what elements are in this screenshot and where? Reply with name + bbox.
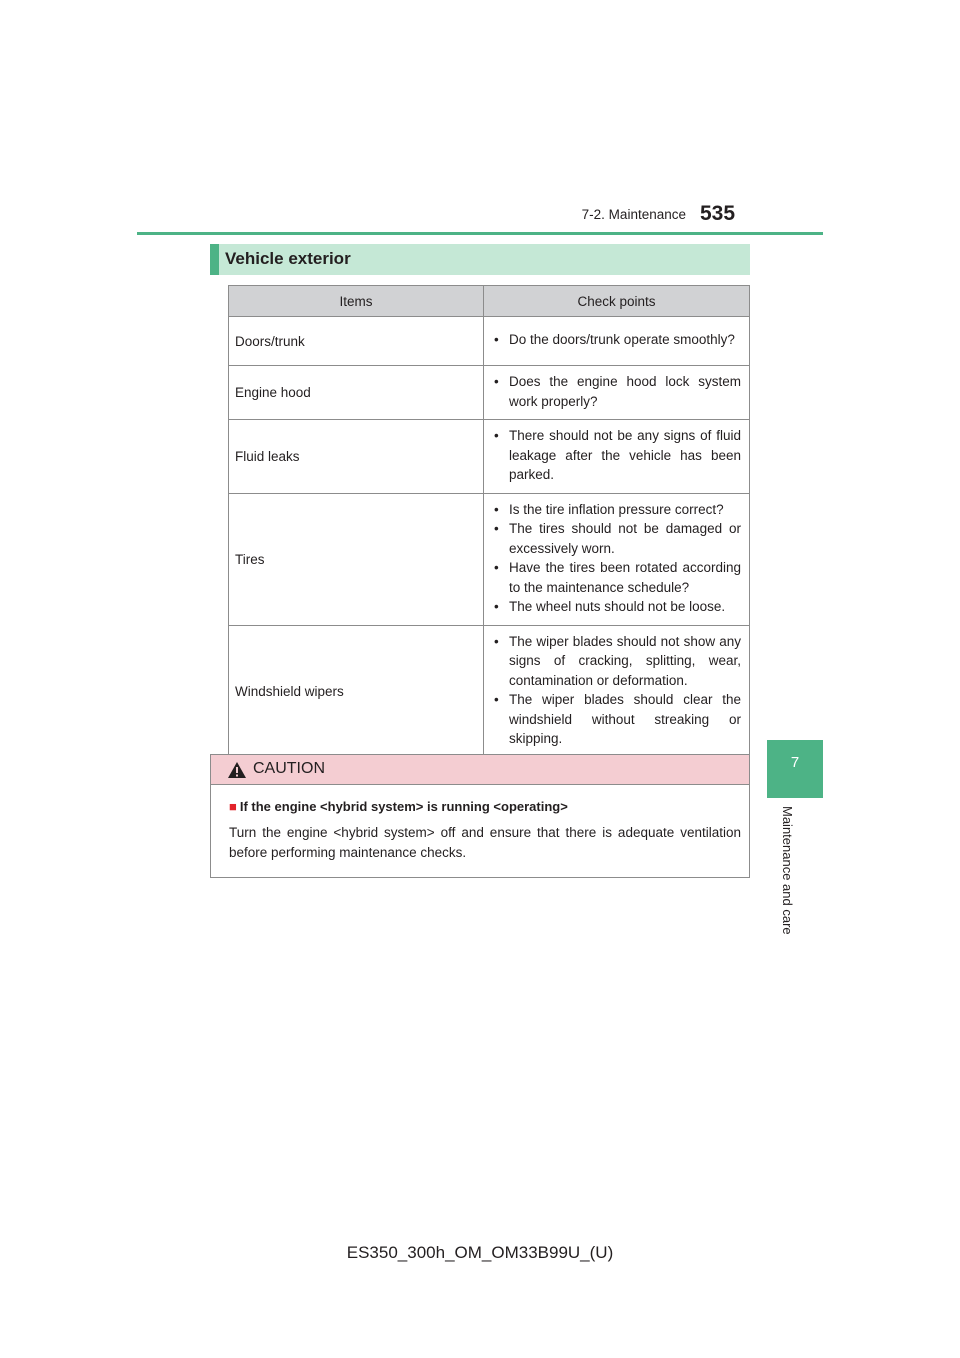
header-rule [137,232,823,235]
check-points-cell [484,420,750,494]
section-title-bar [210,244,750,275]
inspection-table [228,285,750,758]
chapter-label: Maintenance and care [780,806,795,935]
running-header-section: 7-2. Maintenance [581,207,686,222]
caution-box [210,754,750,878]
table-header-row [229,286,750,317]
warning-triangle-icon [227,761,247,779]
caution-body: Turn the engine <hybrid system> off and ensure that there is adequate ventilation before performing maintenance checks. [229,825,741,860]
item-cell: Engine hood [229,366,484,420]
column-header-check-points: Check points [484,286,750,317]
table-row [229,625,750,757]
check-point-text: The tires should not be damaged or excessively worn. [509,521,741,556]
caution-subheading-text: If the engine <hybrid system> is running <operating> [239,799,568,814]
table-row [229,366,750,420]
check-point-text: Is the tire inflation pressure correct? [509,501,724,517]
check-point-text: There should not be any signs of fluid leakage after the vehicle has been parked. [509,428,741,482]
item-cell: Windshield wipers [229,625,484,757]
check-point-text: Does the engine hood lock system work properly? [509,374,741,409]
square-bullet-icon: ■ [229,799,237,814]
check-points-cell [484,625,750,757]
item-cell: Tires [229,493,484,625]
check-point: • Do the doors/trunk operate smoothly? [494,332,735,348]
caution-header [211,755,749,785]
check-points-cell [484,317,750,366]
item-cell: Doors/trunk [229,317,484,366]
check-points-cell [484,366,750,420]
check-points-cell [484,493,750,625]
table-row [229,317,750,366]
caution-subheading [229,799,568,814]
check-point: • The tires should not be damaged or excessively worn. [494,521,741,556]
check-point: • There should not be any signs of fluid leakage after the vehicle has been parked. [494,428,741,482]
chapter-tab [767,740,823,798]
column-header-items: Items [229,286,484,317]
item-cell: Fluid leaks [229,420,484,494]
check-point: • Have the tires been rotated according to the maintenance schedule? [494,560,741,595]
check-point-text: The wiper blades should clear the windshield without streaking or skipping. [509,692,741,746]
check-point: • The wheel nuts should not be loose. [494,599,726,614]
page-number: 535 [700,202,736,225]
caution-heading: CAUTION [253,760,325,777]
section-title: Vehicle exterior [225,249,351,268]
document-code-footer: ES350_300h_OM_OM33B99U_(U) [346,1243,614,1262]
check-point-text: Do the doors/trunk operate smoothly? [509,332,735,348]
check-point-text: The wheel nuts should not be loose. [509,599,726,614]
check-point: • Does the engine hood lock system work properly? [494,374,741,409]
table-row [229,493,750,625]
check-point: • Is the tire inflation pressure correct? [494,501,724,517]
chapter-number: 7 [790,754,800,771]
check-point: • The wiper blades should not show any signs of cracking, splitting, wear, contamination or deformation. [494,633,741,688]
check-point-text: The wiper blades should not show any signs of cracking, splitting, wear, contamination or deformation. [509,633,741,688]
check-point-text: Have the tires been rotated according to the maintenance schedule? [509,560,741,595]
table-row [229,420,750,494]
check-point: • The wiper blades should clear the windshield without streaking or skipping. [494,692,741,746]
